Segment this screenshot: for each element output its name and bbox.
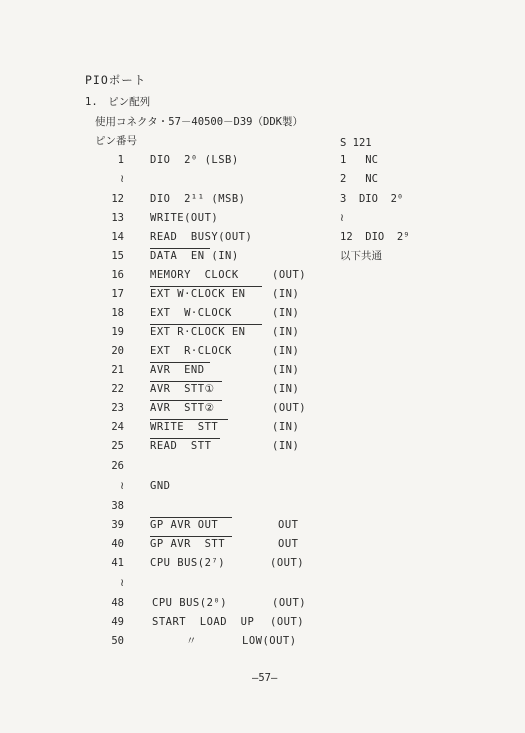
pin-signal: AVR END [150, 364, 205, 376]
pin-number: ≀ [120, 480, 124, 492]
side-list-item: ≀ [340, 212, 344, 224]
pin-signal: WRITE STT [150, 421, 219, 433]
pin-number: 19 [111, 326, 124, 338]
pin-direction: (OUT) [270, 557, 305, 569]
pin-number: 14 [111, 231, 124, 243]
page-number: —57— [252, 672, 278, 684]
overline [150, 362, 210, 363]
side-list-item: 12 DIO 2⁹ [340, 231, 410, 243]
pin-number: 50 [111, 635, 124, 647]
pin-direction: (OUT) [272, 597, 307, 609]
pin-number: 16 [111, 269, 124, 281]
pin-signal: AVR STT① [150, 383, 215, 395]
pin-number: 17 [111, 288, 124, 300]
pin-direction: (IN) [272, 307, 300, 319]
pin-number: 23 [111, 402, 124, 414]
side-list-item: 3 DIO 2⁰ [340, 193, 404, 205]
pin-number-label: ピン番号 [95, 135, 137, 147]
pin-number: 26 [111, 460, 124, 472]
pin-signal: READ BUSY(OUT) [150, 231, 253, 243]
overline [150, 400, 222, 401]
pin-direction: (IN) [272, 288, 300, 300]
pin-direction: (OUT) [272, 402, 307, 414]
overline [150, 286, 262, 287]
pin-signal: 〃 [186, 635, 197, 647]
pin-direction: OUT [278, 538, 299, 550]
side-list-note: 以下共通 [340, 250, 382, 262]
pin-signal: WRITE(OUT) [150, 212, 219, 224]
connector-spec: 使用コネクタ・57－40500－D39（DDK製） [95, 116, 303, 128]
pin-signal: EXT R·CLOCK EN [150, 326, 246, 338]
pin-signal: GND [150, 480, 171, 492]
side-list-item: 1 NC [340, 154, 378, 166]
pin-signal: START LOAD UP [152, 616, 255, 628]
pin-signal: GP AVR STT [150, 538, 226, 550]
pin-direction: (OUT) [270, 616, 305, 628]
pin-number: 49 [111, 616, 124, 628]
overline [150, 438, 220, 439]
pin-signal: EXT R·CLOCK [150, 345, 232, 357]
pin-signal: DIO 2⁰ (LSB) [150, 154, 239, 166]
pin-number: 25 [111, 440, 124, 452]
pin-direction: (IN) [272, 345, 300, 357]
pin-number: ≀ [120, 577, 124, 589]
subsection-heading: 1. ピン配列 [85, 96, 151, 108]
pin-signal: DIO 2¹¹ (MSB) [150, 193, 246, 205]
overline [150, 517, 232, 518]
pin-number: 38 [111, 500, 124, 512]
pin-signal: EXT W·CLOCK EN [150, 288, 246, 300]
pin-number: 12 [111, 193, 124, 205]
side-list-item: 2 NC [340, 173, 378, 185]
pin-direction: LOW(OUT) [242, 635, 297, 647]
pin-signal: AVR STT② [150, 402, 215, 414]
pin-number: ≀ [120, 173, 124, 185]
pin-number: 15 [111, 250, 124, 262]
overline [150, 381, 222, 382]
pin-number: 13 [111, 212, 124, 224]
pin-number: 41 [111, 557, 124, 569]
pin-signal: DATA EN (IN) [150, 250, 239, 262]
pin-signal: EXT W·CLOCK [150, 307, 232, 319]
pin-number: 48 [111, 597, 124, 609]
overline [150, 536, 232, 537]
side-list-title: S 121 [340, 137, 372, 149]
pin-signal: CPU BUS(2⁷) [150, 557, 226, 569]
pin-signal: READ STT [150, 440, 212, 452]
pin-number: 24 [111, 421, 124, 433]
pin-signal: MEMORY CLOCK [150, 269, 239, 281]
section-title: PIOポート [85, 73, 147, 87]
pin-direction: (IN) [272, 326, 300, 338]
pin-direction: (IN) [272, 364, 300, 376]
pin-number: 21 [111, 364, 124, 376]
pin-direction: (IN) [272, 383, 300, 395]
pin-number: 22 [111, 383, 124, 395]
pin-direction: (IN) [272, 440, 300, 452]
pin-direction: OUT [278, 519, 299, 531]
pin-direction: (OUT) [272, 269, 307, 281]
overline [150, 324, 262, 325]
pin-direction: (IN) [272, 421, 300, 433]
pin-number: 40 [111, 538, 124, 550]
pin-number: 1 [117, 154, 124, 166]
pin-signal: GP AVR OUT [150, 519, 219, 531]
pin-number: 39 [111, 519, 124, 531]
overline [150, 419, 228, 420]
pin-signal: CPU BUS(2⁰) [152, 597, 228, 609]
overline [150, 248, 210, 249]
pin-number: 20 [111, 345, 124, 357]
pin-number: 18 [111, 307, 124, 319]
